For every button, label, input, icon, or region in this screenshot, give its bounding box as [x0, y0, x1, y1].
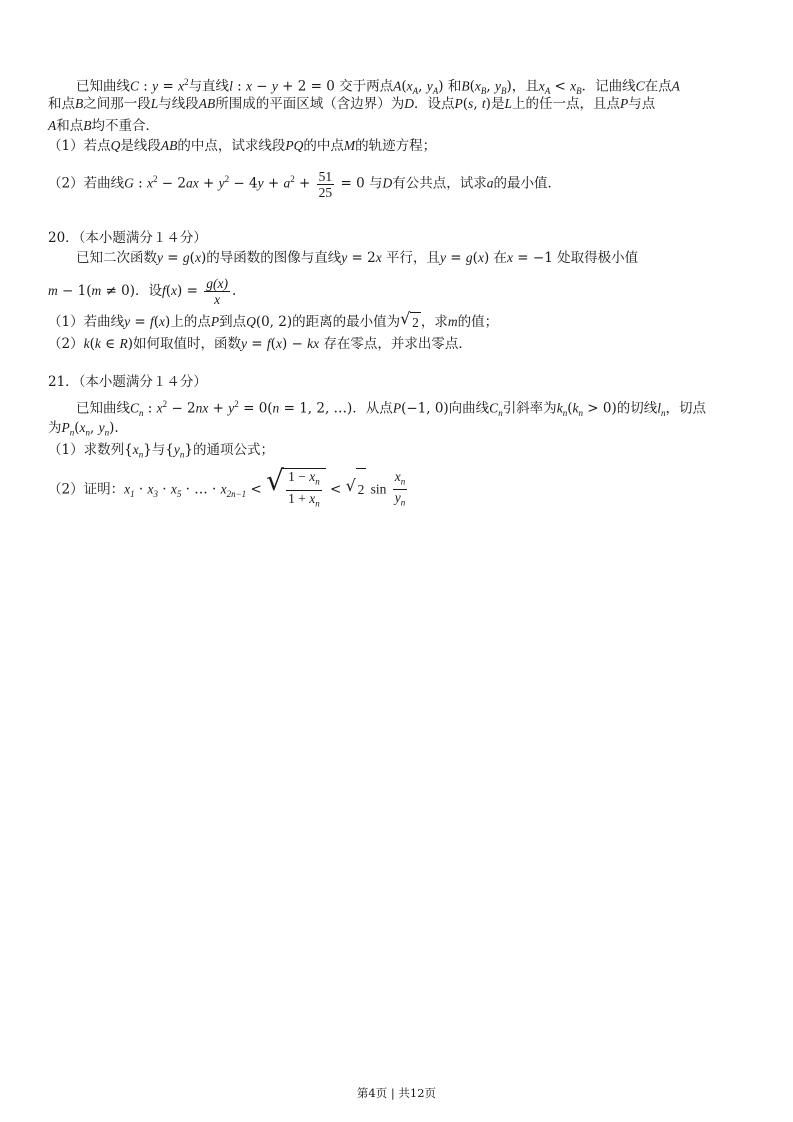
text: 上的点 — [170, 314, 211, 330]
text: 存在零点，并求出零点． — [323, 336, 472, 352]
text: 向曲线 — [448, 400, 490, 417]
fraction: $\frac{51}{25}$ — [318, 168, 333, 200]
text: ．记曲线 — [581, 78, 636, 95]
text: 处取得极小值 — [557, 250, 639, 266]
text: 的导函数的图像与直线 — [206, 250, 342, 266]
q20-part-2: （2）k(k ∈ R)如何取值时，函数y = f(x) − kx 存在零点，并求出零点． — [48, 336, 472, 352]
q19-part-2: （2）若曲线G : $x^2 - 2ax + y^2 - 4y + a^2$ + $\frac{51}{25}$ = 0 与D有公共点，试求a的最小值． — [48, 168, 561, 200]
text: 之间那一段 — [83, 96, 151, 112]
text: 在 — [493, 250, 507, 266]
q19-intro-line-1: 已知曲线C : $y = x^2$与直线l : x − y + 2 = 0 交于两点$A(x_A$, $y_A$) 和$B(x_B$, $y_B$)，且$x_A < x_B$．记曲线C在点A — [76, 77, 680, 97]
text: （2） — [48, 336, 84, 352]
sqrt: √ 2 — [346, 468, 367, 511]
text: 到点 — [219, 314, 247, 330]
text: 已知二次函数 — [76, 250, 157, 266]
text: ，且 — [511, 78, 539, 95]
text: ．设 — [135, 283, 162, 299]
text: 如何取值时，函数 — [132, 336, 241, 352]
text: （1）若曲线 — [48, 314, 125, 330]
text: 的中点，试求线段 — [177, 138, 286, 154]
text: 的通项公式； — [192, 442, 274, 458]
text: 是线段 — [120, 138, 161, 154]
text: 与 — [151, 442, 166, 458]
q21-part-2: （2）证明：$x_1 \cdot x_3 \cdot x_5$ · … · $x_{2n-1}$ < √ $\frac{1 - x_n}{1 + x_n}$ < √ 2 sin $\frac{x_n}{y_n}$ — [48, 468, 409, 515]
q21-line-1: 已知曲线$C_n$ : $x^2 - 2nx + y^2 = 0(n = 1$, 2, …)．从点P(−1, 0)向曲线$C_n$引斜率为$k_n(k_n > 0)$的切线$l_n$，切点 — [76, 399, 706, 419]
text: 与 — [368, 175, 383, 192]
text: 引斜率为 — [502, 400, 557, 417]
text: 均不重合． — [91, 118, 159, 134]
page-footer: 第4页 | 共12页 — [356, 1086, 437, 1100]
text: （1）求数列 — [48, 442, 125, 458]
q20-line-1: 已知二次函数y = g(x)的导函数的图像与直线y = 2x 平行，且y = g(x) 在x = −1 处取得极小值 — [76, 250, 639, 266]
fraction: $\frac{x_n}{y_n}$ — [394, 468, 406, 509]
text: 已知曲线 — [76, 78, 130, 95]
fraction: $\frac{1 - x_n}{1 + x_n}$ — [288, 469, 320, 509]
text: 的轨迹方程； — [355, 138, 437, 154]
text: 和点 — [48, 96, 75, 112]
q21-part-1: （1）求数列$\{x_n\}$与$\{y_n\}$的通项公式； — [48, 442, 274, 460]
fraction: $\frac{g(x)}{x}$ — [206, 276, 228, 307]
q20-heading: 20．（本小题满分１４分） — [48, 230, 207, 246]
text: 有公共点，试求 — [392, 175, 487, 192]
text: 和点 — [56, 118, 84, 134]
text: 与线段 — [158, 96, 199, 112]
text: 与直线 — [188, 78, 230, 95]
text: 的中点 — [303, 138, 344, 154]
text: 所围成的平面区域（含边界）为 — [215, 96, 405, 112]
text: ，求 — [420, 314, 448, 330]
q21-heading: 21．（本小题满分１４分） — [48, 374, 207, 390]
text: ．设点 — [414, 96, 455, 112]
q21-line-2: 为$P_n(x_n$, $y_n$). — [48, 420, 119, 438]
text: （2）证明： — [48, 481, 125, 498]
text: （1）若点 — [48, 138, 111, 154]
text: ．从点 — [352, 400, 393, 417]
q19-intro-line-2: 和点B之间那一段L与线段AB所围成的平面区域（含边界）为D．设点P(s, t)是L上的任一点，且点P与点 — [48, 96, 656, 112]
text: 在点 — [644, 78, 672, 95]
text: 的切线 — [616, 400, 658, 417]
q20-line-2: m − 1(m ≠ 0)．设f(x) = $\frac{g(x)}{x}$ . — [48, 276, 237, 307]
text: 平行，且 — [386, 250, 440, 266]
text: 与点 — [628, 96, 656, 112]
text: ，切点 — [665, 400, 706, 417]
text: 是 — [490, 96, 505, 112]
q19-intro-line-3: A和点B均不重合． — [48, 118, 159, 134]
text: 为 — [48, 420, 62, 436]
text: 的距离的最小值为 — [292, 314, 401, 330]
text: 的最小值． — [493, 175, 561, 192]
text: 已知曲线 — [76, 400, 130, 417]
q19-part-1: （1）若点Q是线段AB的中点，试求线段PQ的中点M的轨迹方程； — [48, 138, 437, 154]
text: 和 — [447, 78, 462, 95]
text: 的值； — [457, 314, 499, 330]
text: 上的任一点，且点 — [511, 96, 620, 112]
sqrt: √ 2 — [400, 312, 421, 333]
text: （2）若曲线 — [48, 175, 125, 192]
text: 交于两点 — [339, 78, 394, 95]
q20-part-1: （1）若曲线y = f(x)上的点P到点Q(0, 2)的距离的最小值为 √ 2 ，求m的值； — [48, 312, 498, 333]
sqrt: √ $\frac{1 - x_n}{1 + x_n}$ — [266, 468, 326, 512]
